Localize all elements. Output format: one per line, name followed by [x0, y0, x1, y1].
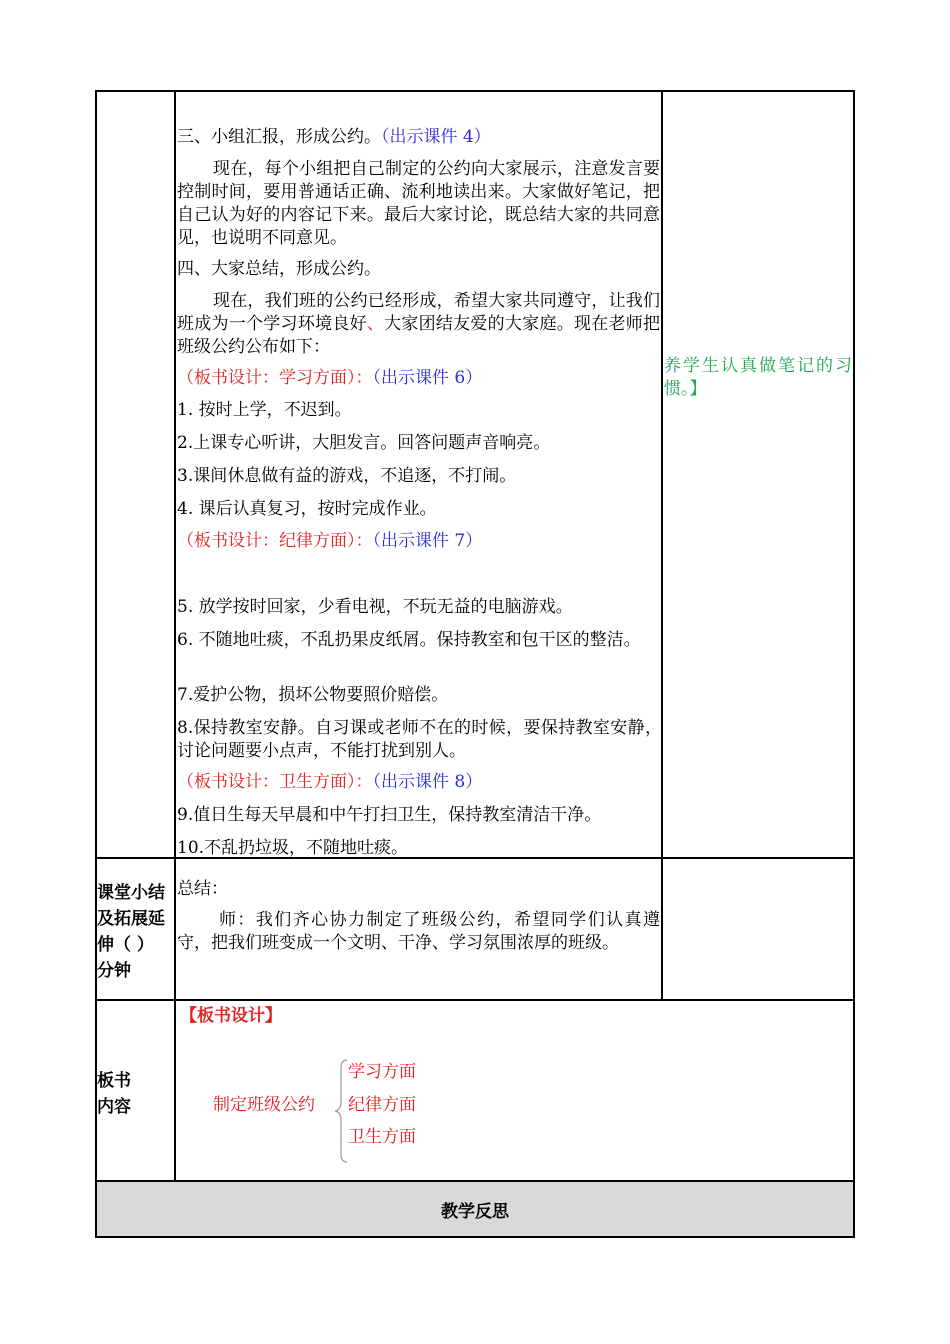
brace-icon: [333, 1058, 349, 1164]
section3-paragraph: 现在，每个小组把自己制定的公约向大家展示，注意发言要控制时间，要用普通话正确、流利地读出来。大家做好笔记，把自己认为好的内容记下来。最后大家讨论，既总结大家的共同意见，也说明不同意见。: [177, 159, 660, 248]
section3-heading-line: [177, 126, 491, 149]
board-design-discipline: [177, 530, 482, 553]
rule-8: 8.保持教室安静。自习课或老师不在的时候，要保持教室安静，讨论问题要小点声，不能打扰到别人。: [177, 718, 662, 761]
rule-9: 9.值日生每天早晨和中午打扫卫生，保持教室清洁干净。: [177, 805, 602, 825]
board-design-hygiene: [177, 771, 482, 794]
board-design-study: [177, 367, 482, 390]
design-intent-note: 养学生认真做笔记的习惯。】: [664, 356, 852, 399]
board-design-discipline-ref: （出示课件 7）: [372, 531, 483, 551]
board-branch-study: 学习方面: [348, 1062, 416, 1082]
rule-5: 5. 放学按时回家，少看电视，不玩无益的电脑游戏。: [177, 597, 573, 617]
rule-10: 10.不乱扔垃圾，不随地吐痰。: [177, 838, 409, 858]
board-design-hygiene-ref: （出示课件 8）: [372, 772, 483, 792]
rule-3: 3.课间休息做有益的游戏，不追逐，不打闹。: [177, 466, 517, 486]
summary-label-line-1: 课堂小结: [97, 883, 165, 903]
board-row-label: [97, 1068, 173, 1120]
table-border-left: [95, 90, 97, 1238]
reflection-header: [97, 1182, 853, 1236]
section4-heading: 四、大家总结，形成公约。: [177, 259, 381, 279]
col-divider-2: [661, 90, 663, 1001]
reflection-title: 教学反思: [441, 1201, 509, 1222]
rule-4: 4. 课后认真复习，按时完成作业。: [177, 499, 437, 519]
summary-label-line-2: 及拓展延: [97, 909, 165, 929]
section3-heading: 三、小组汇报，形成公约。: [177, 127, 381, 147]
col-divider-1: [174, 90, 176, 1182]
board-design-heading: 【板书设计】: [180, 1006, 282, 1026]
rule-7: 7.爱护公物，损坏公物要照价赔偿。: [177, 685, 449, 705]
board-root-topic: 制定班级公约: [213, 1095, 315, 1115]
rule-1: 1. 按时上学，不迟到。: [177, 400, 352, 420]
row-divider-2: [95, 999, 855, 1001]
summary-row-label: [97, 880, 175, 984]
table-border-bottom: [95, 1236, 855, 1238]
board-design-study-ref: （出示课件 6）: [372, 368, 483, 388]
section4-paragraph: [177, 290, 660, 359]
rule-6: 6. 不随地吐痰，不乱扔果皮纸屑。保持教室和包干区的整洁。: [177, 630, 641, 650]
table-border-right: [853, 90, 855, 1238]
section4-paragraph-a: 现在，我们班的公约已经形成，希望大家共同遵守，让我们班成为一个学习环境良好: [177, 291, 660, 334]
board-branch-hygiene: 卫生方面: [348, 1127, 416, 1147]
board-branch-discipline: 纪律方面: [348, 1095, 416, 1115]
section3-courseware-ref: （出示课件 4）: [381, 127, 491, 147]
rule-2: 2.上课专心听讲，大胆发言。回答问题声音响亮。: [177, 433, 551, 453]
board-label-line-1: 板书: [97, 1071, 131, 1091]
table-border-top: [95, 90, 855, 92]
summary-heading: 总结：: [177, 879, 228, 899]
board-design-discipline-label: （板书设计：纪律方面）：: [177, 531, 373, 551]
summary-label-line-4: 分钟: [97, 961, 131, 981]
board-design-study-label: （板书设计：学习方面）：: [177, 368, 373, 388]
section4-paragraph-sep: 、: [366, 314, 385, 334]
summary-label-line-3: 伸（ ）: [97, 935, 154, 955]
board-design-hygiene-label: （板书设计：卫生方面）：: [177, 772, 373, 792]
section4-paragraph-b: 大家团结友爱的大家庭。现在老师把班级公约公布如下：: [177, 314, 661, 357]
summary-paragraph: 师：我们齐心协力制定了班级公约，希望同学们认真遵守，把我们班变成一个文明、干净、学习氛围浓厚的班级。: [177, 910, 660, 953]
board-label-line-2: 内容: [97, 1097, 131, 1117]
